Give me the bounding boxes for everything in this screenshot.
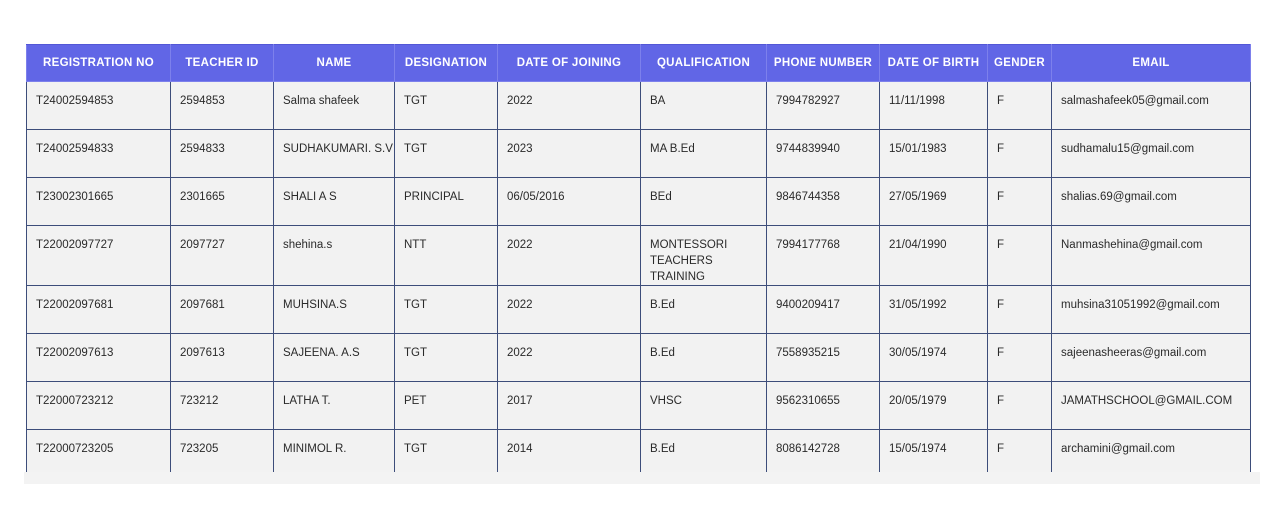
- teacher-id-cell: 2594833: [171, 130, 274, 178]
- date-of-joining-cell: 2022: [498, 82, 641, 130]
- table-row: [27, 82, 1251, 130]
- date-of-birth-cell: 15/05/1974: [880, 430, 988, 478]
- date-of-joining-cell: 2022: [498, 334, 641, 382]
- phone-number-cell: 7994782927: [767, 82, 880, 130]
- teacher-id-cell: 723212: [171, 382, 274, 430]
- date-of-joining-cell: 2014: [498, 430, 641, 478]
- name-cell: MUHSINA.S: [274, 286, 395, 334]
- designation-cell: TGT: [395, 130, 498, 178]
- registration-no-cell: T24002594833: [27, 130, 171, 178]
- gender-cell: F: [988, 226, 1052, 286]
- teacher-id-cell: 2097613: [171, 334, 274, 382]
- date-of-birth-cell: 11/11/1998: [880, 82, 988, 130]
- header-gender[interactable]: GENDER: [988, 45, 1052, 82]
- qualification-cell: MA B.Ed: [641, 130, 767, 178]
- registration-no-cell: T22002097681: [27, 286, 171, 334]
- header-phone-number[interactable]: PHONE NUMBER: [767, 45, 880, 82]
- phone-number-cell: 8086142728: [767, 430, 880, 478]
- teacher-id-cell: 2097727: [171, 226, 274, 286]
- email-cell: archamini@gmail.com: [1052, 430, 1251, 478]
- date-of-birth-cell: 27/05/1969: [880, 178, 988, 226]
- name-cell: SAJEENA. A.S: [274, 334, 395, 382]
- header-email[interactable]: EMAIL: [1052, 45, 1251, 82]
- email-cell: sajeenasheeras@gmail.com: [1052, 334, 1251, 382]
- name-cell: shehina.s: [274, 226, 395, 286]
- header-registration-no[interactable]: REGISTRATION NO: [27, 45, 171, 82]
- phone-number-cell: 9400209417: [767, 286, 880, 334]
- date-of-joining-cell: 2022: [498, 226, 641, 286]
- table-row: [27, 334, 1251, 382]
- designation-cell: TGT: [395, 430, 498, 478]
- gender-cell: F: [988, 334, 1052, 382]
- header-date-of-birth[interactable]: DATE OF BIRTH: [880, 45, 988, 82]
- phone-number-cell: 7994177768: [767, 226, 880, 286]
- table-row: [27, 382, 1251, 430]
- qualification-cell: VHSC: [641, 382, 767, 430]
- gender-cell: F: [988, 82, 1052, 130]
- phone-number-cell: 9846744358: [767, 178, 880, 226]
- qualification-cell: B.Ed: [641, 286, 767, 334]
- table-row: [27, 430, 1251, 478]
- header-qualification[interactable]: QUALIFICATION: [641, 45, 767, 82]
- table-row: [27, 226, 1251, 286]
- gender-cell: F: [988, 178, 1052, 226]
- gender-cell: F: [988, 382, 1052, 430]
- designation-cell: PRINCIPAL: [395, 178, 498, 226]
- gender-cell: F: [988, 130, 1052, 178]
- teacher-id-cell: 2594853: [171, 82, 274, 130]
- date-of-birth-cell: 21/04/1990: [880, 226, 988, 286]
- phone-number-cell: 9562310655: [767, 382, 880, 430]
- name-cell: MINIMOL R.: [274, 430, 395, 478]
- designation-cell: TGT: [395, 334, 498, 382]
- email-cell: shalias.69@gmail.com: [1052, 178, 1251, 226]
- header-name[interactable]: NAME: [274, 45, 395, 82]
- phone-number-cell: 7558935215: [767, 334, 880, 382]
- qualification-cell: B.Ed: [641, 334, 767, 382]
- name-cell: LATHA T.: [274, 382, 395, 430]
- table-row: [27, 178, 1251, 226]
- teacher-id-cell: 2097681: [171, 286, 274, 334]
- email-cell: Nanmashehina@gmail.com: [1052, 226, 1251, 286]
- teachers-table-container: [26, 44, 1250, 478]
- designation-cell: TGT: [395, 82, 498, 130]
- qualification-cell: MONTESSORI TEACHERS TRAINING: [641, 226, 767, 286]
- table-row: [27, 130, 1251, 178]
- designation-cell: TGT: [395, 286, 498, 334]
- header-date-of-joining[interactable]: DATE OF JOINING: [498, 45, 641, 82]
- registration-no-cell: T24002594853: [27, 82, 171, 130]
- table-header-row: [27, 45, 1251, 82]
- email-cell: muhsina31051992@gmail.com: [1052, 286, 1251, 334]
- date-of-birth-cell: 31/05/1992: [880, 286, 988, 334]
- date-of-joining-cell: 06/05/2016: [498, 178, 641, 226]
- registration-no-cell: T23002301665: [27, 178, 171, 226]
- name-cell: SUDHAKUMARI. S.V: [274, 130, 395, 178]
- date-of-joining-cell: 2023: [498, 130, 641, 178]
- date-of-birth-cell: 15/01/1983: [880, 130, 988, 178]
- designation-cell: PET: [395, 382, 498, 430]
- gender-cell: F: [988, 430, 1052, 478]
- designation-cell: NTT: [395, 226, 498, 286]
- registration-no-cell: T22000723212: [27, 382, 171, 430]
- date-of-birth-cell: 20/05/1979: [880, 382, 988, 430]
- registration-no-cell: T22002097613: [27, 334, 171, 382]
- date-of-joining-cell: 2017: [498, 382, 641, 430]
- teacher-id-cell: 2301665: [171, 178, 274, 226]
- qualification-cell: B.Ed: [641, 430, 767, 478]
- qualification-cell: BEd: [641, 178, 767, 226]
- phone-number-cell: 9744839940: [767, 130, 880, 178]
- registration-no-cell: T22002097727: [27, 226, 171, 286]
- email-cell: JAMATHSCHOOL@GMAIL.COM: [1052, 382, 1251, 430]
- table-base-strip: [24, 472, 1260, 484]
- gender-cell: F: [988, 286, 1052, 334]
- email-cell: salmashafeek05@gmail.com: [1052, 82, 1251, 130]
- teachers-table: [26, 44, 1251, 478]
- date-of-joining-cell: 2022: [498, 286, 641, 334]
- name-cell: SHALI A S: [274, 178, 395, 226]
- name-cell: Salma shafeek: [274, 82, 395, 130]
- table-row: [27, 286, 1251, 334]
- registration-no-cell: T22000723205: [27, 430, 171, 478]
- date-of-birth-cell: 30/05/1974: [880, 334, 988, 382]
- email-cell: sudhamalu15@gmail.com: [1052, 130, 1251, 178]
- teacher-id-cell: 723205: [171, 430, 274, 478]
- header-teacher-id[interactable]: TEACHER ID: [171, 45, 274, 82]
- qualification-cell: BA: [641, 82, 767, 130]
- header-designation[interactable]: DESIGNATION: [395, 45, 498, 82]
